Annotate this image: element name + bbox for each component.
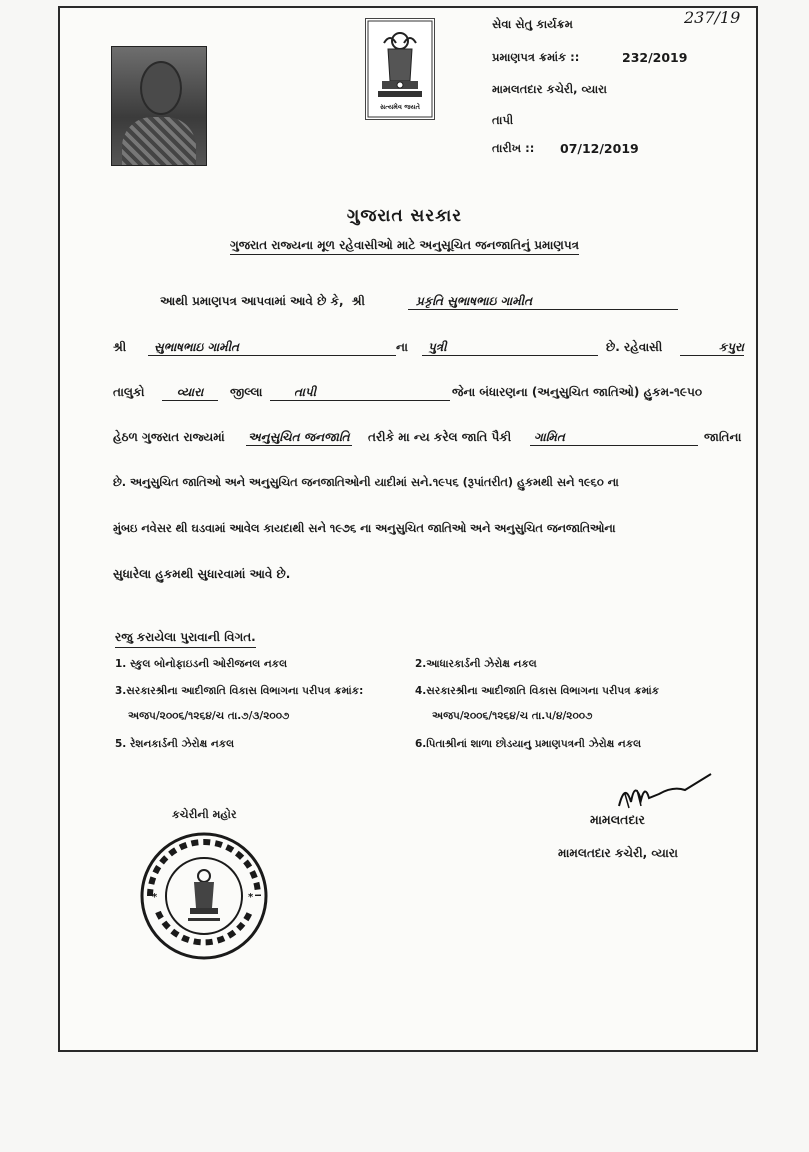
seal-label: કચેરીની મહોર (172, 808, 237, 821)
body-line-3-suffix: જેના બંધારણના (અનુસુચિત જાતિઓ) હુકમ-૧૯૫૦ (452, 385, 703, 399)
district-value: તાપી (270, 385, 450, 401)
resident-label: છે. રહેવાસી (606, 340, 663, 354)
issue-date: 07/12/2019 (560, 141, 639, 156)
caste-name: ગામિત (530, 430, 698, 446)
village-name: કપુરા (680, 340, 744, 356)
svg-text:*: * (248, 892, 254, 903)
father-name: સુભાષભાઇ ગામીત (148, 340, 396, 356)
na-label: ના (396, 340, 408, 354)
body-line-5: છે. અનુસુચિત જાતિઓ અને અનુસુચિત જનજાતિઓની યાદીમાં સને.૧૯૫૬ (રૂપાંતરીત) હુકમથી સને ૧૯૬૦ ના (113, 476, 619, 489)
district-label: જીલ્લા (230, 385, 263, 399)
program-name: સેવા સેતુ કાર્યક્રમ (492, 17, 573, 31)
father-shri-label: શ્રી (113, 340, 127, 354)
evidence-item-4-ref: અજપ/૨૦૦૬/૧૨૬૪/ચ તા.પ/૪/૨૦૦૭ (432, 710, 593, 722)
body-line-6: મુંબઇ નવેસર થી ઘડવામાં આવેલ કાયદાથી સને ૧૯૭૬ ના અનુસુચિત જાતિઓ અને અનુસુચિત જનજાતિઓના (113, 522, 616, 535)
body-line-7: સુધારેલા હુકમથી સુધારવામાં આવે છે. (113, 567, 291, 581)
evidence-item-1: 1. સ્કુલ બોનોફાઇડની ઓરીજનલ નકલ (115, 658, 288, 670)
evidence-item-3: 3.સરકારશ્રીના આદીજાતિ વિકાસ વિભાગના પરીપત્ર ક્રમાંક: (115, 685, 364, 697)
signatory-office: મામલતદાર કચેરી, વ્યારા (558, 846, 678, 860)
national-emblem (365, 18, 435, 120)
evidence-item-3-ref: અજપ/૨૦૦૬/૧૨૬૪/ચ તા.૭/૩/૨૦૦૭ (128, 710, 290, 722)
emblem-caption: સત્યમેવ જયતે (380, 103, 420, 111)
office-seal-stamp (138, 830, 270, 962)
category: અનુસુચિત જનજાતિ (248, 430, 350, 444)
document-subtitle: ગુજરાત રાજ્યના મૂળ રહેવાસીઓ માટે અનુસૂચિત જનજાતિનું પ્રમાણપત્ર (0, 238, 809, 253)
date-label: તારીખ :: (492, 141, 535, 155)
evidence-item-4: 4.સરકારશ્રીના આદીજાતિ વિકાસ વિભાગના પરીપત્ર ક્રમાંક (415, 685, 660, 697)
relation: પુત્રી (422, 340, 598, 356)
body-line-4-mid: તરીકે મા ન્ય કરેલ જાતિ પૈકી (368, 430, 512, 444)
evidence-item-5: 5. રેશનકાર્ડની ઝેરોક્ષ નકલ (115, 738, 235, 750)
document-title: ગુજરાત સરકાર (346, 206, 463, 226)
evidence-item-6: 6.પિતાશ્રીનાં શાળા છોડયાનુ પ્રમાણપત્રની ઝેરોક્ષ નકલ (415, 738, 642, 750)
district-name: તાપી (492, 113, 514, 127)
body-line-1: આથી પ્રમાણપત્ર આપવામાં આવે છે કે, શ્રી (160, 294, 365, 308)
applicant-name: પ્રકૃતિ સુભાષભાઇ ગામીત (408, 294, 678, 310)
evidence-heading: રજુ કરાયેલા પુરાવાની વિગત. (115, 630, 256, 648)
certificate-number-label: પ્રમાણપત્ર ક્રમાંક :: (492, 50, 580, 64)
handwritten-reference: 237/19 (684, 8, 741, 27)
taluka-name: વ્યારા (162, 385, 218, 401)
certificate-number: 232/2019 (622, 50, 688, 65)
signatory-title: મામલતદાર (590, 812, 645, 827)
body-line-4-suffix: જાતિના (704, 430, 742, 444)
evidence-item-2: 2.આધારકાર્ડની ઝેરોક્ષ નકલ (415, 658, 537, 670)
signature-mark (615, 772, 715, 816)
body-line-4-prefix: હેઠળ ગુજરાત રાજ્યમાં (113, 430, 225, 444)
svg-text:*: * (152, 892, 158, 903)
office-name: મામલતદાર કચેરી, વ્યારા (492, 82, 607, 96)
applicant-photo (111, 46, 207, 166)
taluka-label: તાલુકો (113, 385, 145, 399)
